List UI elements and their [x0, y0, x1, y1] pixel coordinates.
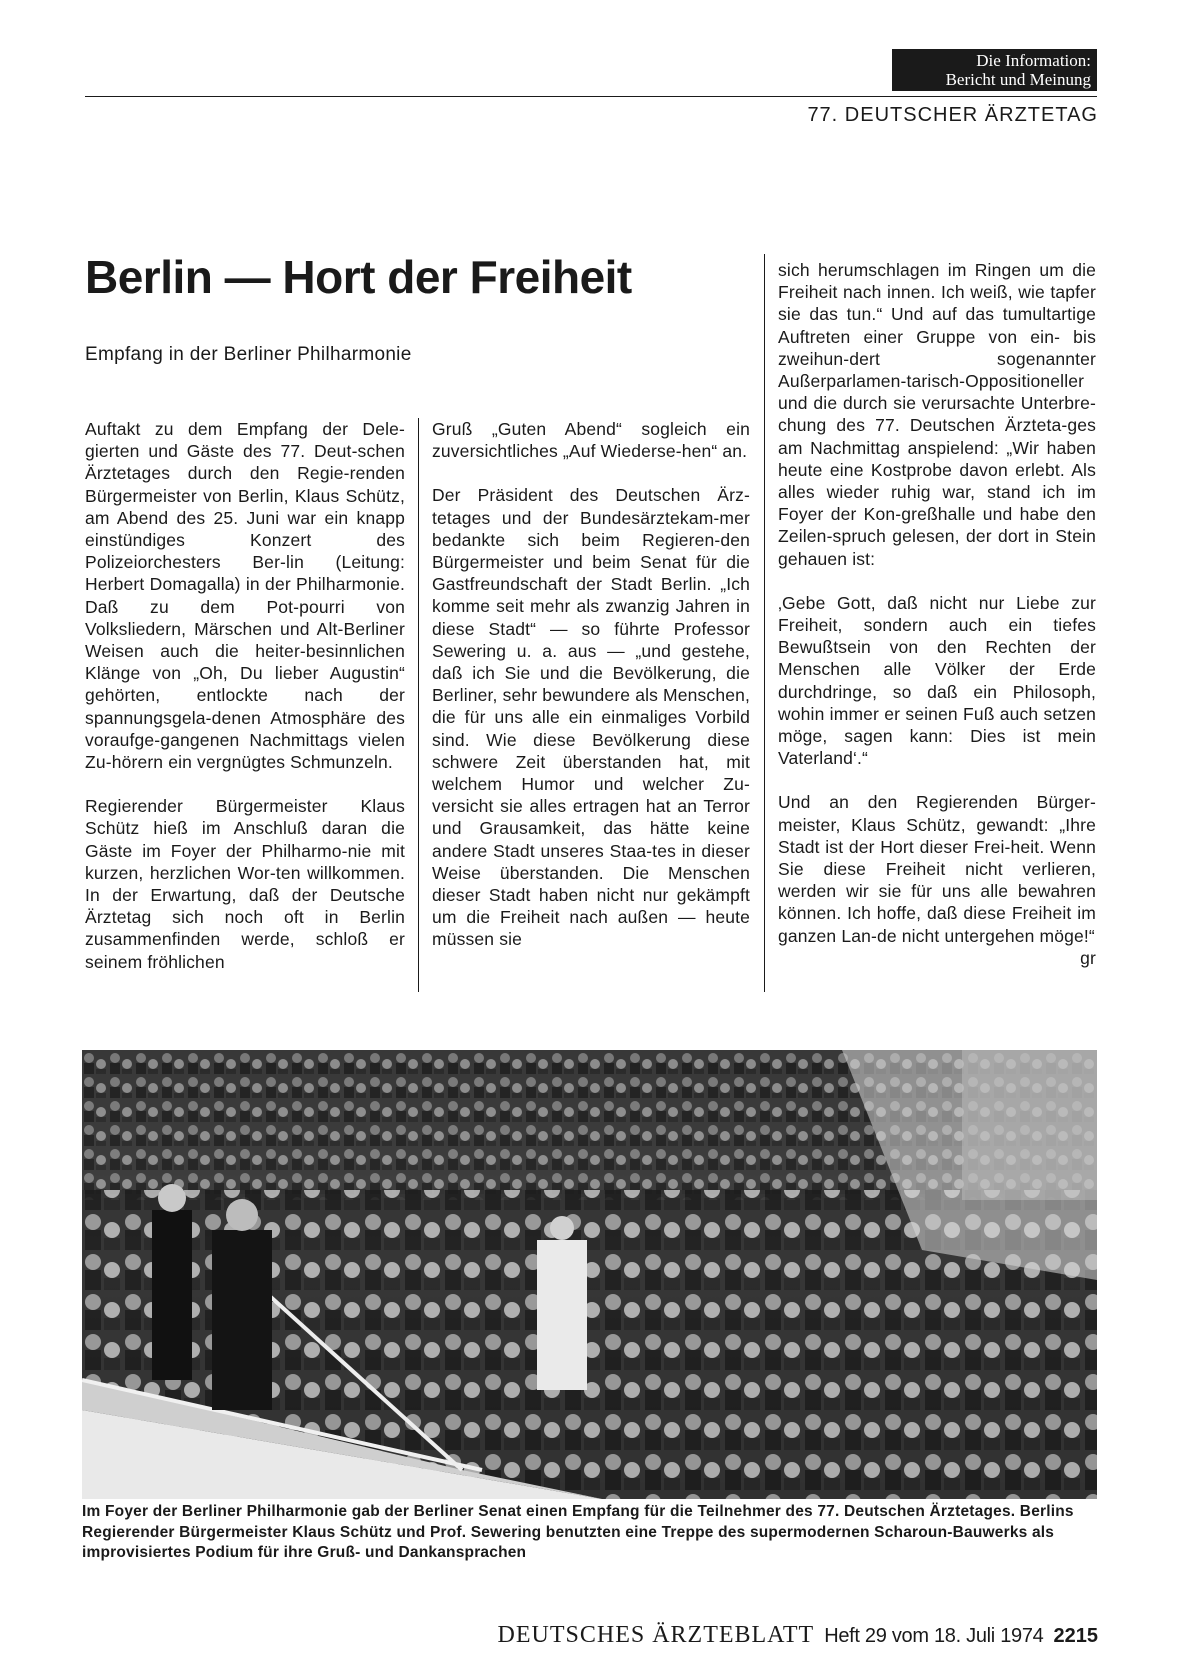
article-title: Berlin — Hort der Freiheit — [85, 251, 632, 303]
author-signature: gr — [1080, 947, 1096, 968]
column-divider — [418, 418, 419, 992]
paragraph: Regierender Bürgermeister Klaus Schütz hieß im Anschluß daran die Gäste im Foyer der Philharmo-nie mit kurzen, herzlichen Wor-ten willkommen. In der Erwartung, daß der Deutsche Ärztetag sich noch oft in Berlin zusammenfinden werde, schloß er seinem fröhlichen — [85, 796, 405, 972]
reception-photo — [82, 1050, 1097, 1499]
section-tag-line1: Die Information: — [976, 51, 1091, 70]
paragraph: Und an den Regierenden Bürger-meister, Klaus Schütz, gewandt: „Ihre Stadt ist der Hort dieser Frei-heit. Wenn Sie diese Freiheit nicht verlieren, werden wir sie für uns alle bewahren können. Ich hoffe, daß diese Freiheit im ganzen Lan-de nicht untergehen möge!“ — [778, 792, 1096, 946]
paragraph-closing — [778, 791, 1096, 968]
paragraph: ‚Gebe Gott, daß nicht nur Liebe zur Freiheit, sondern auch ein tiefes Bewußtsein von den Rechten der Menschen alle Völker der Erde durchdringe, so daß ein Philosoph, wohin immer er seinen Fuß auch setzen möge, sagen kann: Dies ist mein Vaterland‘.“ — [778, 592, 1096, 769]
paragraph: Der Präsident des Deutschen Ärz-tetages und der Bundesärztekam-mer bedankte sich beim Regieren-den Bürgermeister und beim Senat für die Gastfreundschaft der Stadt Berlin. „Ich komme seit mehr als zwanzig Jahren in diese Stadt“ — so führte Professor Sewering u. a. aus — „und gestehe, daß ich Sie und die Bevölkerung, die Berliner, sehr bewundere als Menschen, die für uns alle ein einmaliges Vorbild sind. Wie diese Bevölkerung diese schwere Zeit überstanden hat, mit welchem Humor und welcher Zu-versicht sie alles ertragen hat an Terror und Grausamkeit, das hätte keine andere Stadt unseres Staa-tes in dieser Weise überstanden. Die Menschen dieser Stadt haben nicht nur gekämpft um die Freiheit nach außen — heute müssen sie — [432, 485, 750, 950]
paragraph: Gruß „Guten Abend“ sogleich ein zuversichtliches „Auf Wiederse-hen“ an. — [432, 419, 750, 462]
article-column-1 — [85, 418, 405, 973]
photo-illustration — [82, 1050, 1097, 1499]
column-divider — [764, 254, 765, 992]
paragraph: sich herumschlagen im Ringen um die Freiheit nach innen. Ich weiß, wie tapfer sie das tun.“ Und auf das tumultartige Auftreten einer Gruppe von ein- bis zweihun-dert sogenannter Außerparlamen-tarisch-Oppositioneller und die durch sie verursachte Unterbre-chung des 77. Deutschen Ärzteta-ges am Nachmittag anspielend: „Wir haben heute eine Kostprobe davon erlebt. Als alles wieder ruhig war, stand ich im Foyer der Kon-greßhalle und habe den Zeilen-spruch gelesen, der dort in Stein gehauen ist: — [778, 260, 1096, 569]
article-column-3 — [778, 259, 1096, 969]
article-column-2 — [432, 418, 750, 951]
journal-name: DEUTSCHES ÄRZTEBLATT — [497, 1622, 815, 1648]
section-tag-line2: Bericht und Meinung — [945, 70, 1091, 89]
article-subtitle: Empfang in der Berliner Philharmonie — [85, 344, 412, 365]
paragraph: Auftakt zu dem Empfang der Dele-gierten und Gäste des 77. Deut-schen Ärztetages durch den Regie-renden Bürgermeister von Berlin, Klaus Schütz, am Abend des 25. Juni war ein knapp einstündiges Konzert des Polizeiorchesters Ber-lin (Leitung: Herbert Domagalla) in der Philharmonie. Daß zu dem Pot-pourri von Volksliedern, Märschen und Alt-Berliner Weisen auch die heiter-besinnlichen Klänge von „Oh, Du lieber Augustin“ gehörten, entlockte nach der spannungsgela-denen Atmosphäre des voraufge-gangenen Nachmittags vielen Zu-hörern ein vergnügtes Schmunzeln. — [85, 419, 405, 773]
kicker: 77. DEUTSCHER ÄRZTETAG — [807, 104, 1098, 126]
issue-info: Heft 29 vom 18. Juli 1974 — [824, 1625, 1044, 1647]
page-footer — [498, 1622, 1098, 1649]
header-rule — [85, 96, 1097, 97]
page-number: 2215 — [1053, 1625, 1098, 1647]
photo-caption: Im Foyer der Berliner Philharmonie gab der Berliner Senat einen Empfang für die Teilnehmer des 77. Deutschen Ärztetages. Berlins Regierender Bürgermeister Klaus Schütz und Prof. Sewering benutzten eine Treppe des supermodernen Scharoun-Bauwerks als improvisiertes Podium für ihre Gruß- und Dankansprachen — [82, 1503, 1074, 1561]
section-tag — [892, 49, 1097, 91]
